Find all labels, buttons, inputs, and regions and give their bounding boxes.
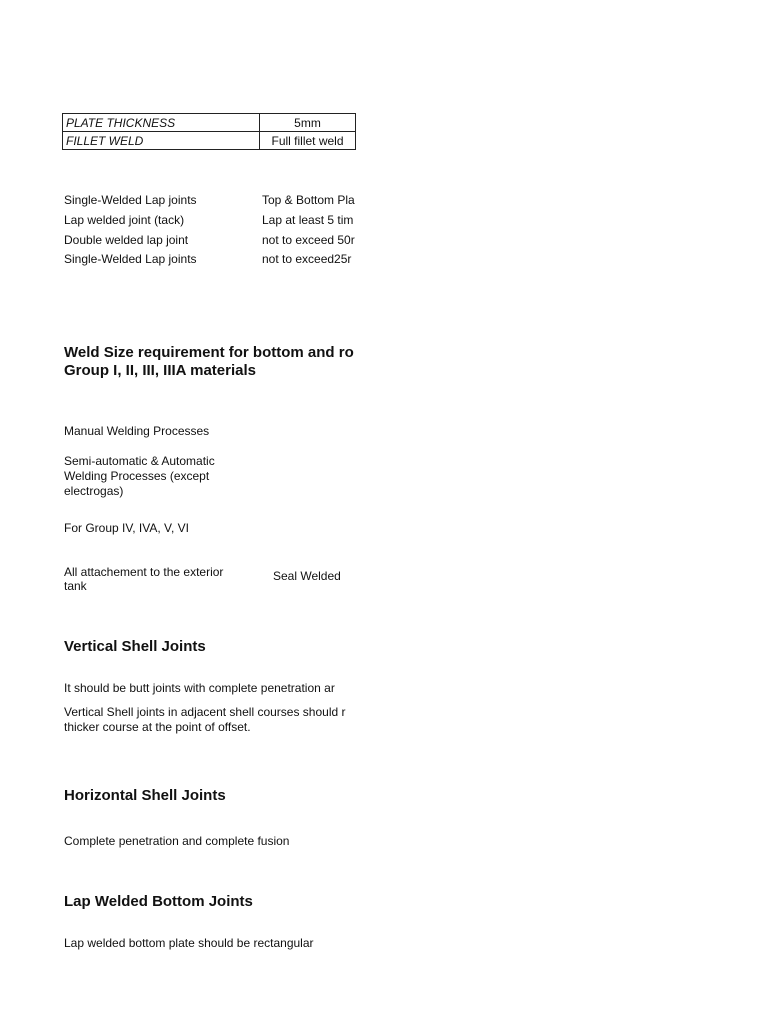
seal-welded-value: Seal Welded <box>273 569 341 583</box>
attachment-line-1: All attachement to the exterior <box>64 565 224 579</box>
vertical-p1: It should be butt joints with complete penetration ar <box>64 681 335 695</box>
manual-welding-label: Manual Welding Processes <box>64 424 210 438</box>
joint-req-2: Lap at least 5 tim <box>262 213 354 227</box>
joint-type-4: Single-Welded Lap joints <box>64 252 197 266</box>
joint-req-4: not to exceed25r <box>262 252 352 266</box>
fillet-weld-label: FILLET WELD <box>63 132 260 150</box>
weld-size-subheading: Group I, II, III, IIIA materials <box>64 362 256 379</box>
vertical-heading: Vertical Shell Joints <box>64 638 206 655</box>
semi-auto-line-1: Semi-automatic & Automatic <box>64 454 215 468</box>
attachment-line-2: tank <box>64 579 87 593</box>
joint-req-1: Top & Bottom Pla <box>262 193 355 207</box>
weld-size-heading: Weld Size requirement for bottom and ro <box>64 344 354 361</box>
table-row <box>63 114 356 132</box>
group-iv-label: For Group IV, IVA, V, VI <box>64 521 189 535</box>
joint-type-3: Double welded lap joint <box>64 233 189 247</box>
joint-req-3: not to exceed 50r <box>262 233 355 247</box>
horizontal-heading: Horizontal Shell Joints <box>64 787 226 804</box>
document-page <box>0 0 357 1024</box>
joint-type-2: Lap welded joint (tack) <box>64 213 185 227</box>
spec-table <box>62 113 356 150</box>
vertical-p2-line1: Vertical Shell joints in adjacent shell courses should r <box>64 705 346 719</box>
vertical-p2-line2: thicker course at the point of offset. <box>64 720 251 734</box>
joint-type-1: Single-Welded Lap joints <box>64 193 197 207</box>
plate-thickness-label: PLATE THICKNESS <box>63 114 260 132</box>
lap-bottom-heading: Lap Welded Bottom Joints <box>64 893 253 910</box>
fillet-weld-value: Full fillet weld <box>260 132 356 150</box>
semi-auto-line-2: Welding Processes (except <box>64 469 210 483</box>
semi-auto-line-3: electrogas) <box>64 484 124 498</box>
horizontal-p1: Complete penetration and complete fusion <box>64 834 290 848</box>
plate-thickness-value: 5mm <box>260 114 356 132</box>
lap-bottom-p1: Lap welded bottom plate should be rectangular <box>64 936 314 950</box>
table-row <box>63 132 356 150</box>
